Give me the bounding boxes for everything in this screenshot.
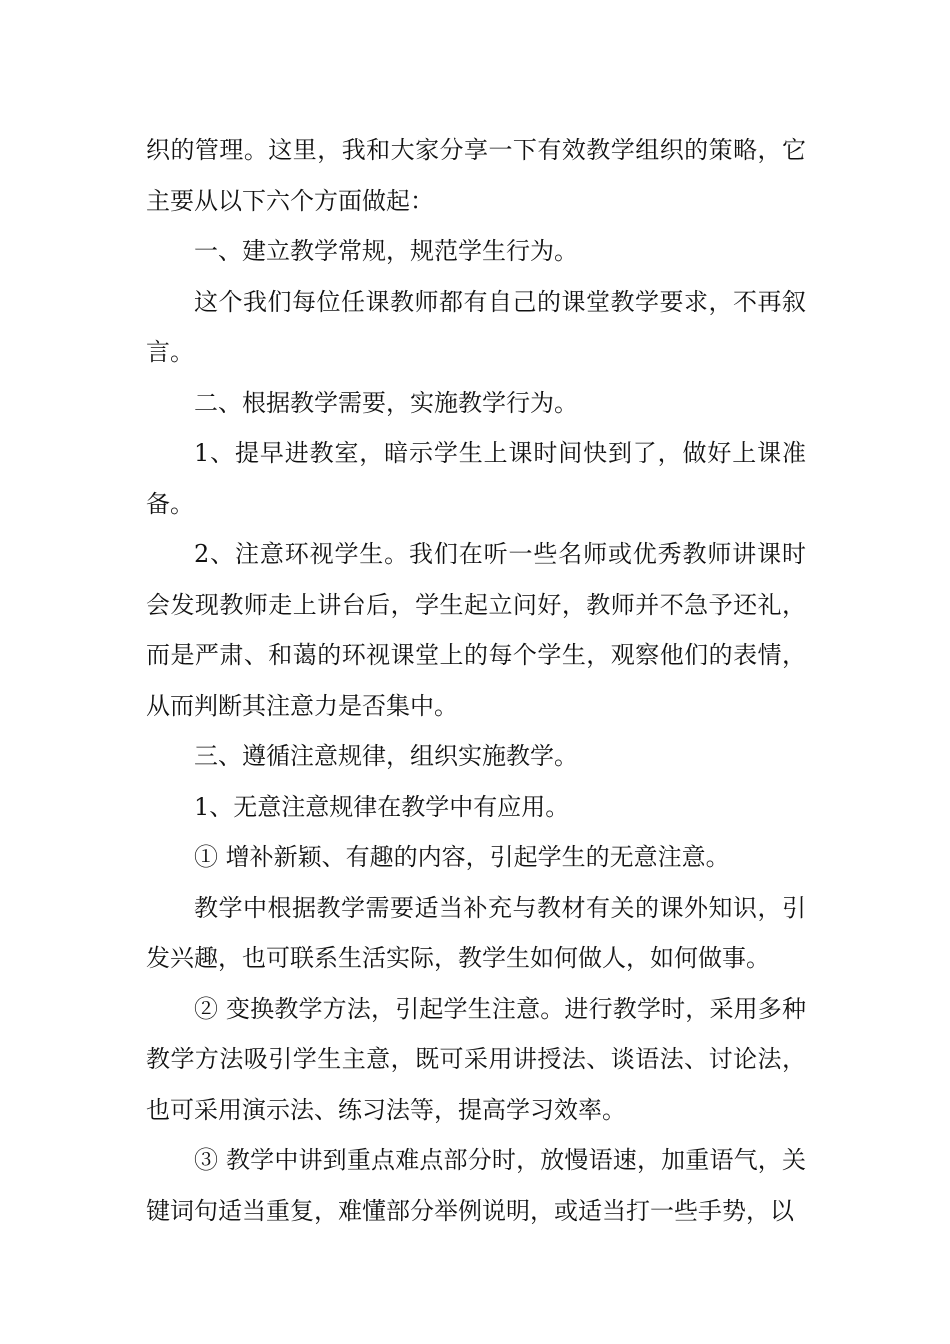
heading-section-2: 二、根据教学需要，实施教学行为。 — [194, 388, 578, 417]
paragraph-intro: 织的管理。这里，我和大家分享一下有效教学组织的策略，它主要从以下六个方面做起： — [146, 136, 806, 215]
paragraph-item-2-2: 2、注意环视学生。我们在听一些名师或优秀教师讲课时会发现教师走上讲台后，学生起立问好，教师并不急予还礼，而是严肃、和蔼的环视课堂上的每个学生，观察他们的表情，从而判断其注意力是否集中。 — [146, 540, 806, 720]
document-body — [146, 125, 806, 1236]
paragraph-item-2-1: 1、提早进教室，暗示学生上课时间快到了，做好上课准备。 — [146, 439, 806, 518]
paragraph-point-1: ① 增补新颖、有趣的内容，引起学生的无意注意。 — [194, 843, 730, 871]
paragraph-section-1: 这个我们每位任课教师都有自己的课堂教学要求，不再叙言。 — [146, 287, 806, 366]
paragraph-item-3-1: 1、无意注意规律在教学中有应用。 — [194, 792, 570, 821]
paragraph-point-1-detail: 教学中根据教学需要适当补充与教材有关的课外知识，引发兴趣，也可联系生活实际，教学生如何做人，如何做事。 — [146, 893, 806, 972]
paragraph-point-2: ② 变换教学方法，引起学生注意。进行教学时，采用多种教学方法吸引学生主意，既可采用讲授法、谈语法、讨论法，也可采用演示法、练习法等，提高学习效率。 — [146, 994, 806, 1124]
heading-section-3: 三、遵循注意规律，组织实施教学。 — [194, 742, 578, 770]
paragraph-point-3: ③ 教学中讲到重点难点部分时，放慢语速，加重语气，关键词句适当重复，难懂部分举例说明，或适当打一些手势，以 — [146, 1146, 806, 1225]
heading-section-1: 一、建立教学常规，规范学生行为。 — [194, 237, 578, 265]
